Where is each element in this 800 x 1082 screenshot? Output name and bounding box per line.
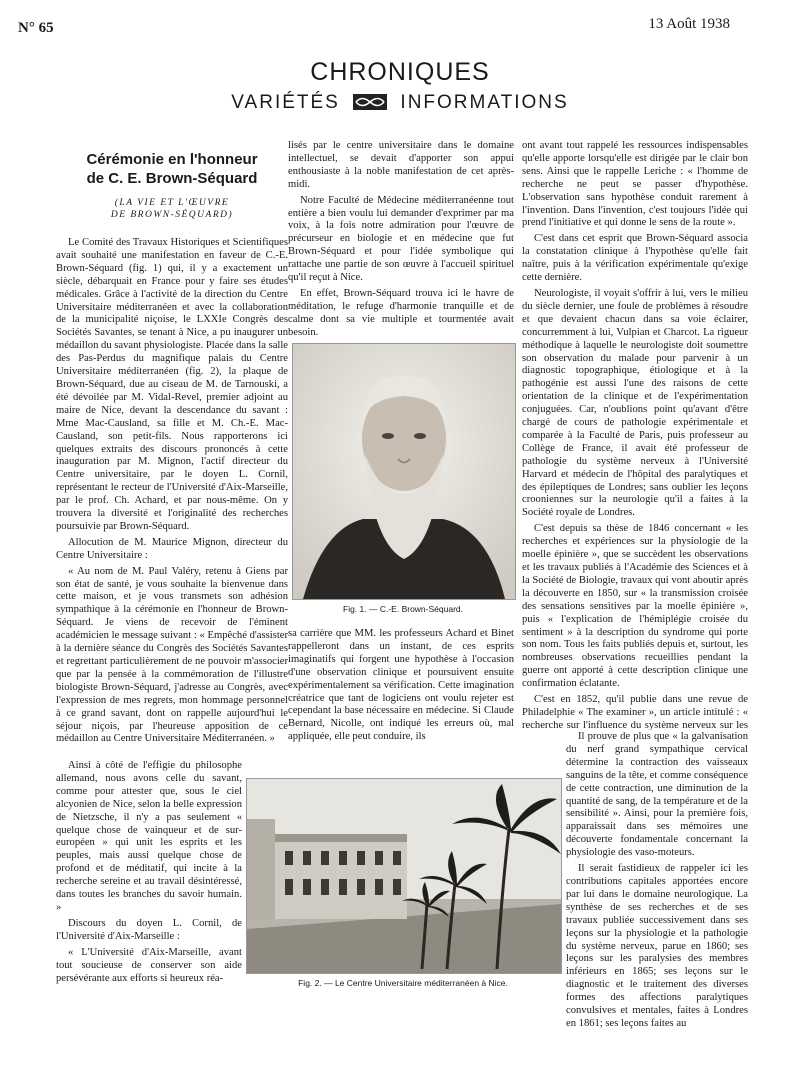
paragraph: Neurologiste, il voyait s'offrir à lui, vers le milieu du siècle dernier, une foule de problèmes à résoudre et que devaient chacun dans sa voie éclairer, concurremment à lui, Vulpian et Charcot. La rigueur méthodique à laquelle le neurologiste doit soumettre son observation du malade pour parvenir à un diagnostic topographique, étiologique et à la pathogénie est aussi l'une des raisons de cette orientation de la clinique et de l'expérimentation conjuguées. Car, n'oublions point qu'avant d'être chargé de cours de pathologie expérimentale et comparée à la Faculté de Paris, puis professeur au Collège de France, il avait été professeur de pathologie du système nerveux à l'Université Harvard et médecin de l'hôpital des paralytiques et des épileptiques de Londres; sans oublier les leçons crooniennes sur la neurologie qu'il a faites à la Société royale de Londres. xyxy=(522,287,748,519)
paragraph: C'est depuis sa thèse de 1846 concernant « les recherches et expériences sur la physiologie de la moelle épinière », que se succèdent les observations et les travaux publiés à l'Académie des Sciences et à la Société de Biologie, travaux qui vont aboutir après la découverte en 1850, sur « la transmission croisée des sensations sensitives par la moelle épinière », puis « l'explication de l'hémiplégie croisée du sentiment » à la description du syndrome qui porte son nom. Tous les faits publiés depuis et, surtout, les nombreuses observations recueillies pendant la guerre ont apporté à cette description clinique une confirmation éclatante. xyxy=(522,523,748,690)
portrait-photo xyxy=(292,343,516,600)
ornament-icon xyxy=(353,94,387,110)
paragraph: Ainsi à côté de l'effigie du philosophe allemand, nous avons celle du savant, comme pour attester que, sous le ciel alcyonien de Nice, selon la belle expression de Nietzsche, il n'y a pas seulement « quelque chose de vainqueur et de sur-européen » qui unit les esprits et les peuples, mais aussi quelque chose de profond et de méditatif, qui incite à la recherche sereine et au travail désintéressé, dans toutes les branches du savoir humain. » xyxy=(56,760,242,913)
paragraph: lisés par le centre universitaire dans le domaine intellectuel, se devait d'apporter son appui enthousiaste à la noble manifestation de cet après-midi. xyxy=(288,140,514,190)
issue-number: N° 65 xyxy=(18,20,54,36)
paragraph: Notre Faculté de Médecine méditerranéenne tout entière a bien voulu lui demander d'exprimer par ma voix, à la fois notre admiration pour l'œuvre de précurseur en biologie et en médecine que fut Brown-Séquard et pour l'idée symbolique qui rattache une partie de son œuvre à l'accueil spirituel qu'il reçut à Nice. xyxy=(288,194,514,284)
issue-date: 13 Août 1938 xyxy=(648,16,730,32)
building-photo xyxy=(246,778,562,974)
fig1-caption: Fig. 1. — C.-E. Brown-Séquard. xyxy=(343,604,463,614)
column-2-bottom xyxy=(288,628,514,760)
subtitle-informations: INFORMATIONS xyxy=(400,92,569,113)
section-subtitle xyxy=(0,92,800,114)
fig2-caption: Fig. 2. — Le Centre Universitaire méditerranéen à Nice. xyxy=(298,978,508,988)
paragraph: C'est en 1852, qu'il publie dans une revue de Philadelphie « The examiner », un article intitulé : « recherche sur l'influence du système nerveux sur les xyxy=(522,694,748,730)
column-1-bottom xyxy=(56,760,242,1008)
article-title: Cérémonie en l'honneur de C. E. Brown-Séquard xyxy=(86,151,258,187)
paragraph: Il prouve de plus que « la galvanisation du nerf grand sympathique cervical détermine la contraction des vaisseaux sanguins de la tête, et comme conséquence de cette contraction, une diminution de la quantité de sang, de la température et de la sensibilité ». Ainsi, pour la première fois, apparaissait dans ses mémoires une découverte fondamentale concernant la physiologie des vaso-moteurs. xyxy=(566,731,748,859)
paragraph: Il serait fastidieux de rappeler ici les contributions capitales apportées encore par lui dans le domaine neurologique. La synthèse de ses recherches et de ses travaux publiée successivement dans ses leçons sur la physiologie et la pathologie du système nerveux, parue en 1860; ses leçons sur les paralysies des membres inférieurs en 1865; ses leçons sur le diagnostic et le traitement des diverses formes des affections paralytiques convulsives et mentales, faites à Londres en 1861; ses leçons faites au xyxy=(566,863,748,1029)
paragraph: En effet, Brown-Séquard trouva ici le havre de méditation, le refuge d'harmonie tranquille et de calme dont sa vie multiple et tourmentée avait besoin. xyxy=(288,287,514,338)
column-1-top xyxy=(56,237,288,757)
paragraph: Le Comité des Travaux Historiques et Scientifiques avait souhaité une manifestation en faveur de C.-E. Brown-Séquard (fig. 1) qui, il y a exactement un siècle, débarquait en France pour y faire ses études médicales. Grâce à l'activité de la direction du Centre Universitaire méditerranéen et avec la collaboration de la municipalité niçoise, le LXXIe Congrès des Sociétés Savantes, se tenant à Nice, a pu inaugurer un médaillon du savant physiologiste. Placée dans la salle des Pas-Perdus du magnifique palais du Centre Universitaire méditerranéen (fig. 2), la plaque de Brown-Séquard, due au ciseau de M. de Tarnouski, a été dévoilée par M. Vidal-Revel, premier adjoint au maire de Nice, devant la descendance du savant : Mme Mac-Causland, sa fille et M. Ch.-E. Mac-Causland, son petit-fils. Nous rapporterons ici quelques extraits des discours prononcés à cette inauguration par M. Mignon, l'actif directeur du Centre universitaire, par le doyen L. Cornil, représentant le recteur de l'Université d'Aix-Marseille, par le prof. Ch. Achard, et par nous-même. On y trouvera la diversité et l'originalité des recherches poursuivie par Brown-Séquard. xyxy=(56,237,288,532)
paragraph: sa carrière que MM. les professeurs Achard et Binet rappelleront dans un instant, de ces esprits imaginatifs qui forgent une hypothèse à l'occasion d'une observation clinique et poursuivent ensuite expérimentalement sa vérification. Cette imagination créatrice que tant de logiciens ont voulu rejeter est cependant la base nécessaire en médecine. Si Claude Bernard, Nicolle, ont indiqué les erreurs où, mal appliquée, elle peut conduire, ils xyxy=(288,628,514,743)
column-2-top xyxy=(288,140,514,340)
article-subtitle: (LA VIE ET L'ŒUVRE DE BROWN-SÉQUARD) xyxy=(110,198,234,220)
paragraph: ont avant tout rappelé les ressources indispensables qu'elle apporte lorsqu'elle est dirigée par le clair bon sens. Ainsi que le rappelle Leriche : « l'homme de recherche ne peut se passer d'hypothèse. L'observation sans hypothèse conduit rarement à l'invention. Dans l'invention, c'est toujours l'idée qui prend l'initiative et qui donne le sens de la route ». xyxy=(522,140,748,229)
paragraph: « L'Université d'Aix-Marseille, avant tout soucieuse de conserver son aide persévérante aux efforts si heureux réa- xyxy=(56,946,242,984)
column-3-bottom xyxy=(566,731,748,1031)
paragraph: Discours du doyen L. Cornil, de l'Université d'Aix-Marseille : xyxy=(56,917,242,942)
paragraph: « Au nom de M. Paul Valéry, retenu à Giens par son état de santé, je vous souhaite la bienvenue dans cette maison, et je vous transmets son adhésion sympathique à la cérémonie en l'honneur de Brown-Séquard. Je viens de recevoir de l'éminent académicien le message suivant : « Empêché d'assister à la dernière séance du Congrès des Sociétés Savantes et regrettant particulièrement de ne pouvoir m'associer que par la pensée à la commémoration de l'illustre biologiste Brown-Séquard, j'adresse au Congrès, avec l'expression de mes regrets, mon hommage personnel à ce grand savant, dont on rappelle aujourd'hui le séjour niçois, par l'heureuse apposition de ce médaillon au Centre Universitaire Méditerranéen. » xyxy=(56,565,288,745)
subtitle-varietes: VARIÉTÉS xyxy=(231,92,340,113)
paragraph: C'est dans cet esprit que Brown-Séquard associa la constatation clinique à l'hypothèse qu'elle fait naître, puis à la vérification expérimentale qu'exige cette dernière. xyxy=(522,233,748,284)
column-3-top xyxy=(522,140,748,730)
section-title: CHRONIQUES xyxy=(310,58,490,86)
paragraph: Allocution de M. Maurice Mignon, directeur du Centre Universitaire : xyxy=(56,536,288,561)
